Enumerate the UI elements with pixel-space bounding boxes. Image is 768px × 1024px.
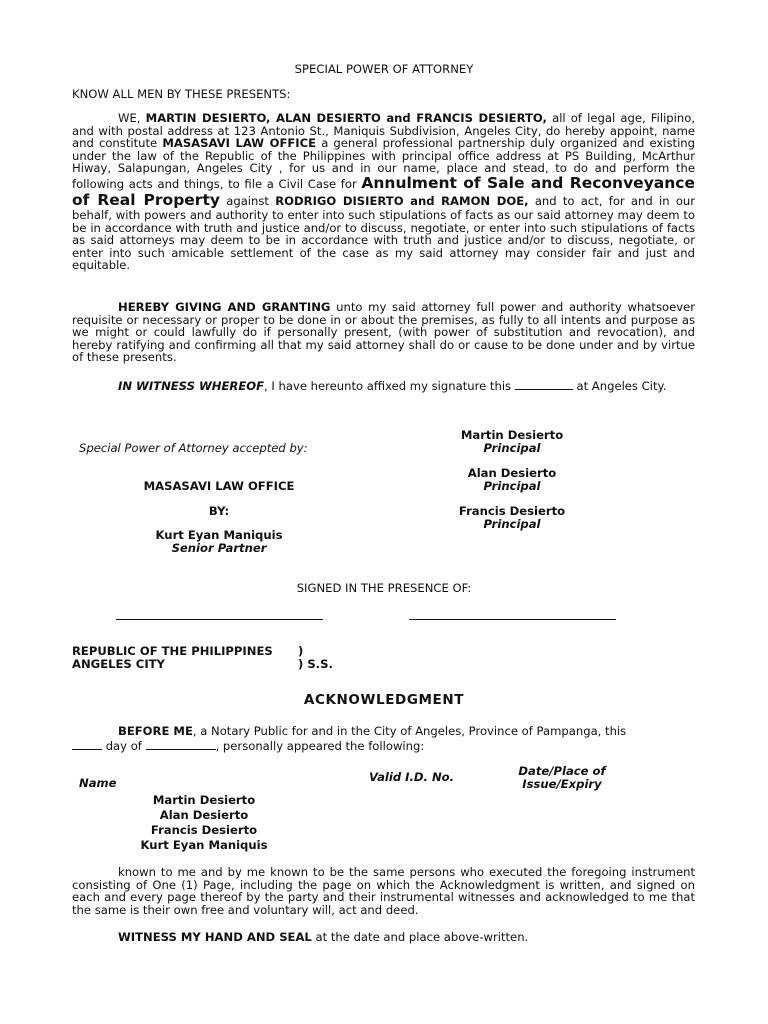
firm-name: MASASAVI LAW OFFICE [162,136,317,151]
appearing-persons-list [104,793,304,853]
witness-whereof-paragraph: IN WITNESS WHEREOF, I have hereunto affixed my signature this at Angeles City. [118,379,667,393]
month-blank [146,738,216,750]
header-date-place: Date/Place of Issue/Expiry [518,764,606,791]
document-page: SPECIAL POWER OF ATTORNEY KNOW ALL MEN BY THESE PRESENTS: WE, MARTIN DESIERTO, ALAN DESIERTO and FRANCIS DESIERTO, all of legal age, Filipino, and with postal address at 123 Antonio St., Maniquis Subdivision, Angeles City, do hereby appoint, name and constitute MASASAVI LAW OFFICE a general professional partnership duly organized and existing under the law of the Republic of the Philippines with principal office address at PS Building, McArthur Hiway, Salapungan, Angeles City , for us and in our name, place and stead, to do and perform the following acts and things, to file a Civil Case for Annulment of Sale and Reconveyance of Real Property against RODRIGO DISIERTO and RAMON DOE, and to act, for and in our behalf, with powers and authority to enter into such stipulations of facts as our said attorney may deem to be in accordance with truth and justice and/or to discuss, negotiate, or enter into such stipulations of facts as said attorneys may deem to be in accordance with truth and justice and/or to discuss, negotiate, or enter into such amicable settlement of the case as my said attorney may consider fair and just and equitable. HEREBY GIVING AND GRANTING unto my said attorney full power and authority whatsoever requisite or necessary or proper to be done in or about the premises, as fully to all intents and purpose as we might or could lawfully do if personally present, (with power of substitution and revocation), and hereby ratifying and confirming all that my said attorney shall do or cause to be done under and by virtue of these presents. IN WITNESS WHEREOF, I have hereunto affixed my signature this at Angeles City. Special Power of Attorney accepted by: Martin Desierto Principal Alan Desierto Principal Francis Desierto Principal MASASAVI LAW OFFICE BY: Kurt Eyan Maniquis Senior Partner SIGNED IN THE PRESENCE OF: REPUBLIC OF THE PHILIPPINES ) ANGELES CITY ) S.S. ACKNOWLEDGMENT BEFORE ME, a Notary Public for and in the City of Angeles, Province of Pampanga, this day of , personally appeared the following: Name Valid I.D. No. Date/Place of Issue/Expiry Martin Desierto Alan Desierto Francis Desierto Kurt Eyan Maniquis known to me and by me known to be the same persons who executed the foregoing instrument consisting of One (1) Page, including the page on which the Acknowledgment is written, and signed on each and every page thereof by the party and their instrumental witnesses and acknowledged to me that the same is their own free and voluntary will, act and deed. WITNESS MY HAND AND SEAL at the date and place above-written. [0,0,768,1024]
principals-names: MARTIN DESIERTO, ALAN DESIERTO and FRANCIS DESIERTO, [145,111,547,125]
date-blank [515,378,573,390]
defendants-names: RODRIGO DISIERTO and RAMON DOE, [275,193,529,208]
list-item: Martin Desierto [152,793,256,807]
witness-heading: SIGNED IN THE PRESENCE OF: [296,581,472,595]
principal-block-3: Francis Desierto Principal [458,504,566,531]
known-to-me-paragraph: known to me and by me known to be the same persons who executed the foregoing instrument consisting of One (1) Page, including the page on which the Acknowledgment is written, and signed on each and every page thereof by the party and their instrumental witnesses and acknowledged to me that the same is their own free and voluntary will, act and deed. [72,865,695,917]
case-title: Annulment of Sale and Reconveyance of Real Property [72,173,695,209]
venue-ss: ) S.S. [298,657,333,671]
principal-block-2: Alan Desierto Principal [467,466,557,493]
witness-signature-line-2 [409,619,616,620]
day-blank [72,738,102,750]
before-me-paragraph: BEFORE ME, a Notary Public for and in the City of Angeles, Province of Pampanga, this day of , personally appeared the following: [72,725,695,752]
venue-country: REPUBLIC OF THE PHILIPPINES [72,644,273,658]
document-title: SPECIAL POWER OF ATTORNEY [294,62,474,76]
granting-paragraph: HEREBY GIVING AND GRANTING unto my said attorney full power and authority whatsoever requisite or necessary or proper to be done in or about the premises, as fully to all intents and purpose as we might or could lawfully do if personally present, (with power of substitution and revocation), and hereby ratifying and confirming all that my said attorney shall do or cause to be done under and by virtue of these presents. [72,300,695,365]
header-name: Name [79,776,117,790]
accepted-by-label: Special Power of Attorney accepted by: [79,441,308,455]
witness-signature-line-1 [116,619,323,620]
witness-hand-seal-paragraph: WITNESS MY HAND AND SEAL at the date and place above-written. [118,930,529,944]
appointment-paragraph: WE, MARTIN DESIERTO, ALAN DESIERTO and FRANCIS DESIERTO, all of legal age, Filipino, and with postal address at 123 Antonio St., Maniquis Subdivision, Angeles City, do hereby appoint, name and constitute MASASAVI LAW OFFICE a general professional partnership duly organized and existing under the law of the Republic of the Philippines with principal office address at PS Building, McArthur Hiway, Salapungan, Angeles City , for us and in our name, place and stead, to do and perform the following acts and things, to file a Civil Case for Annulment of Sale and Reconveyance of Real Property against RODRIGO DISIERTO and RAMON DOE, and to act, for and in our behalf, with powers and authority to enter into such stipulations of facts as our said attorney may deem to be in accordance with truth and justice and/or to discuss, negotiate, or enter into such stipulations of facts as said attorneys may deem to be in accordance with truth and justice and/or to discuss, negotiate, or enter into such amicable settlement of the case as my said attorney may consider fair and just and equitable. [72,111,696,273]
acknowledgment-title: ACKNOWLEDGMENT [303,692,465,708]
attorney-block: MASASAVI LAW OFFICE BY: Kurt Eyan Maniquis Senior Partner [143,479,295,555]
list-item: Kurt Eyan Maniquis [140,838,268,852]
list-item: Francis Desierto [150,823,258,837]
header-valid-id: Valid I.D. No. [369,770,455,784]
salutation: KNOW ALL MEN BY THESE PRESENTS: [72,87,291,101]
list-item: Alan Desierto [159,808,249,822]
principal-block-1: Martin Desierto Principal [460,428,564,455]
venue-city: ANGELES CITY [72,657,165,671]
